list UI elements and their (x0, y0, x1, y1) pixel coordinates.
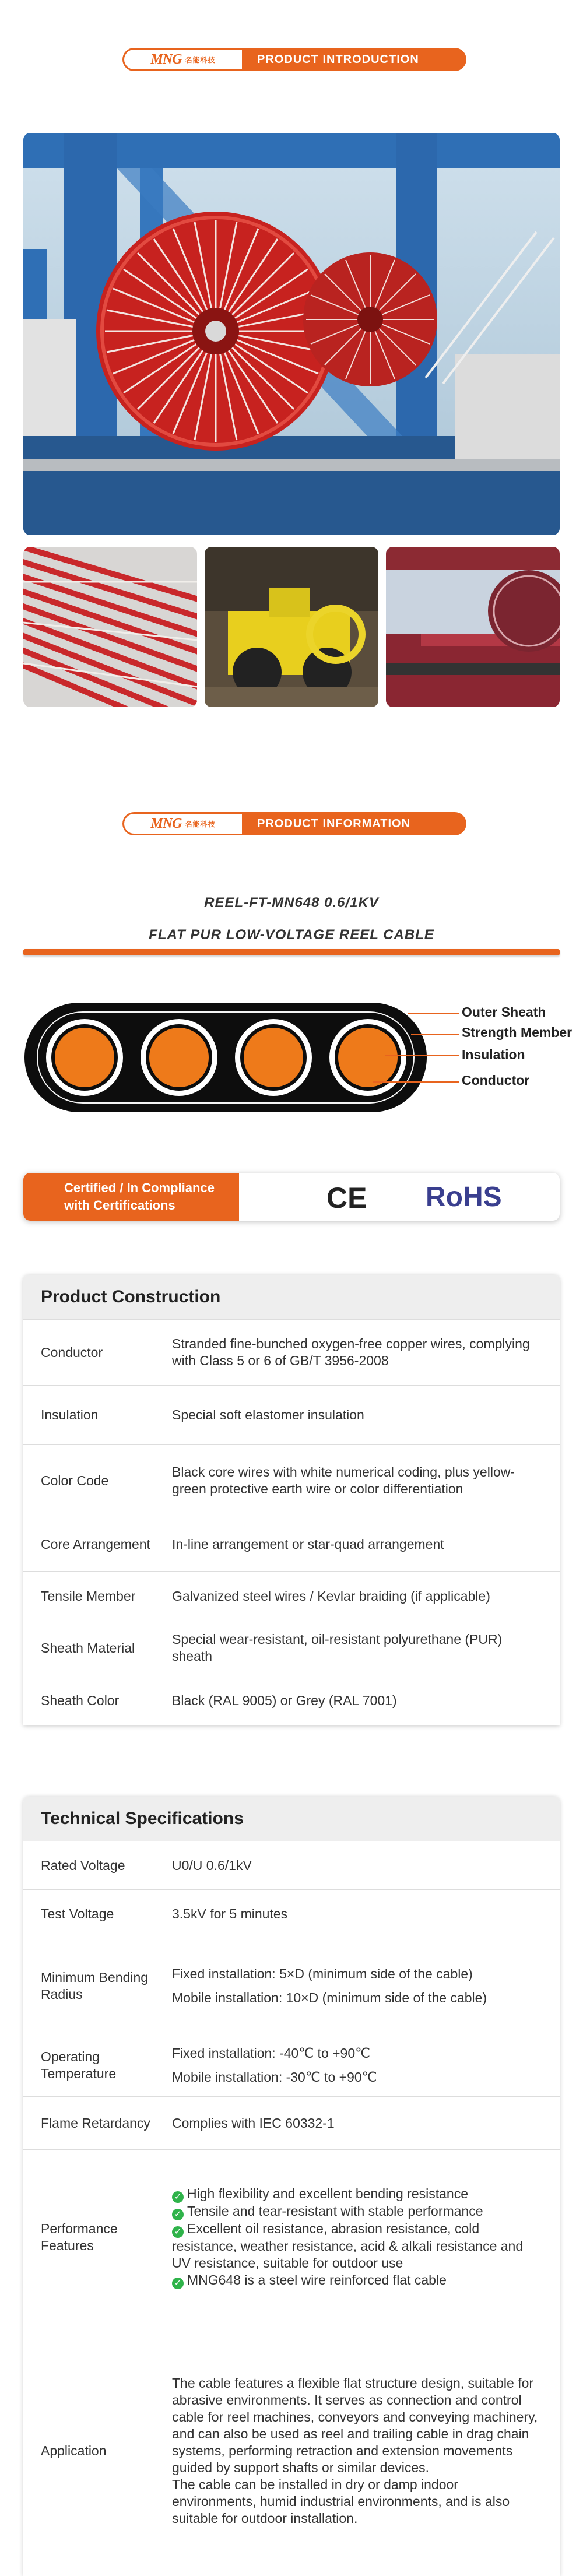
logo-mark: MNG (150, 51, 182, 67)
table-row (23, 1319, 560, 1385)
certification-bar (23, 1173, 560, 1221)
check-icon: ✓ (172, 2226, 184, 2238)
row-value: 3.5kV for 5 minutes (172, 1906, 288, 1921)
feature-text: Excellent oil resistance, abrasion resistance, cold resistance, weather resistance, acid & alkali resistance and UV resistance, suitable for outdoor use (172, 2221, 524, 2271)
row-value: Mobile installation: 10×D (minimum side of the cable) (172, 1990, 487, 2005)
row-value: Fixed installation: 5×D (minimum side of the cable) (172, 1966, 473, 1981)
title-underline (23, 949, 560, 955)
table-row (23, 1675, 560, 1725)
row-key: Operating Temperature (41, 2049, 117, 2081)
certification-label-line2: with Certifications (64, 1198, 175, 1213)
table-row (23, 1385, 560, 1444)
row-value: Black core wires with white numerical coding, plus yellow-green protective earth wire or color differentiation (172, 1464, 515, 1496)
row-value: Special wear-resistant, oil-resistant polyurethane (PUR) sheath (172, 1632, 503, 1664)
row-key: Rated Voltage (41, 1857, 125, 1873)
row-key: Test Voltage (41, 1906, 114, 1921)
table-row (23, 1517, 560, 1571)
row-value: Galvanized steel wires / Kevlar braiding (if applicable) (172, 1588, 490, 1604)
feature-text: High flexibility and excellent bending resistance (187, 2186, 469, 2201)
row-key: Flame Retardancy (41, 2115, 150, 2131)
table-row (23, 2034, 560, 2096)
table-title: Product Construction (23, 1275, 560, 1319)
main-product-photo (23, 133, 560, 535)
row-key: Sheath Color (41, 1692, 120, 1708)
product-model: REEL-FT-MN648 0.6/1KV (204, 895, 379, 911)
brand-logo (122, 48, 242, 71)
diagram-label-conductor: Conductor (462, 1073, 530, 1088)
check-icon: ✓ (172, 2209, 184, 2220)
feature-text: MNG648 is a steel wire reinforced flat cable (187, 2272, 447, 2287)
ce-mark: CE (326, 1182, 367, 1214)
row-key: Sheath Material (41, 1640, 135, 1656)
leader-line-conductor (373, 1081, 459, 1083)
table-title: Technical Specifications (23, 1797, 560, 1841)
logo-mark: MNG (150, 816, 182, 831)
table-row (23, 1444, 560, 1517)
row-key: Tensile Member (41, 1588, 136, 1604)
row-key: Conductor (41, 1344, 103, 1360)
certification-label (23, 1173, 239, 1221)
check-icon: ✓ (172, 2278, 184, 2289)
diagram-label-insulation: Insulation (462, 1047, 525, 1062)
row-value: Mobile installation: -30℃ to +90℃ (172, 2069, 377, 2085)
row-value: The cable can be installed in dry or damp indoor environments, humid industrial environments, and is also suitable for outdoor installation. (172, 2476, 510, 2526)
table-row (23, 1938, 560, 2034)
row-value: Stranded fine-bunched oxygen-free copper wires, complying with Class 5 or 6 of GB/T 3956-2008 (172, 1336, 530, 1368)
row-value: Special soft elastomer insulation (172, 1407, 364, 1422)
thumbnail-photo-3 (386, 547, 560, 707)
product-construction-table (23, 1275, 560, 1725)
logo-chinese-text: 名能科技 (185, 820, 216, 828)
table-row (23, 2149, 560, 2325)
row-key: Color Code (41, 1472, 109, 1488)
feature-text: Tensile and tear-resistant with stable performance (187, 2204, 483, 2219)
leader-line-insulation (385, 1055, 459, 1056)
table-row (23, 1621, 560, 1675)
table-row (23, 1889, 560, 1938)
brand-logo (122, 812, 242, 835)
thumbnail-photo-2 (205, 547, 378, 707)
table-row (23, 2325, 560, 2576)
feature-item (172, 2185, 542, 2203)
table-row (23, 2096, 560, 2149)
leader-line-outer-sheath (408, 1013, 459, 1014)
section-title: PRODUCT INFORMATION (242, 812, 466, 835)
row-key: Insulation (41, 1407, 99, 1422)
row-value: In-line arrangement or star-quad arrangement (172, 1536, 444, 1552)
row-value: Black (RAL 9005) or Grey (RAL 7001) (172, 1692, 397, 1708)
thumbnail-photo-1 (23, 547, 197, 707)
section-title: PRODUCT INTRODUCTION (242, 48, 466, 71)
rohs-mark: RoHS (426, 1182, 502, 1213)
feature-item (172, 2203, 542, 2220)
row-key: Application (41, 2443, 107, 2458)
row-key: Performance Features (41, 2221, 118, 2253)
technical-specifications-table (23, 1797, 560, 2576)
row-value: The cable features a flexible flat structure design, suitable for abrasive environments. It serves as connection and control cable for reel machines, conveyors and conveying machinery, and can also be used as reel and trailing cable in drag chain systems, performing retraction and extension movements guided by support shafts or similar devices. (172, 2375, 538, 2475)
table-row (23, 1571, 560, 1621)
section-header-information (122, 812, 466, 835)
product-name: FLAT PUR LOW-VOLTAGE REEL CABLE (149, 927, 434, 943)
row-value: Fixed installation: -40℃ to +90℃ (172, 2046, 370, 2061)
table-row (23, 1841, 560, 1889)
row-key: Minimum Bending Radius (41, 1970, 149, 2002)
feature-item (172, 2220, 542, 2272)
row-value: U0/U 0.6/1kV (172, 1857, 252, 1873)
row-key: Core Arrangement (41, 1536, 150, 1552)
cable-cross-section-diagram (23, 1001, 431, 1115)
section-header-introduction (122, 48, 466, 71)
check-icon: ✓ (172, 2191, 184, 2203)
row-value: Complies with IEC 60332-1 (172, 2115, 335, 2131)
leader-line-strength-member (411, 1034, 459, 1035)
diagram-label-strength-member: Strength Member (462, 1025, 573, 1040)
logo-chinese-text: 名能科技 (185, 55, 216, 64)
feature-item (172, 2272, 542, 2289)
certification-label-line1: Certified / In Compliance (64, 1180, 215, 1195)
diagram-label-outer-sheath: Outer Sheath (462, 1004, 546, 1020)
